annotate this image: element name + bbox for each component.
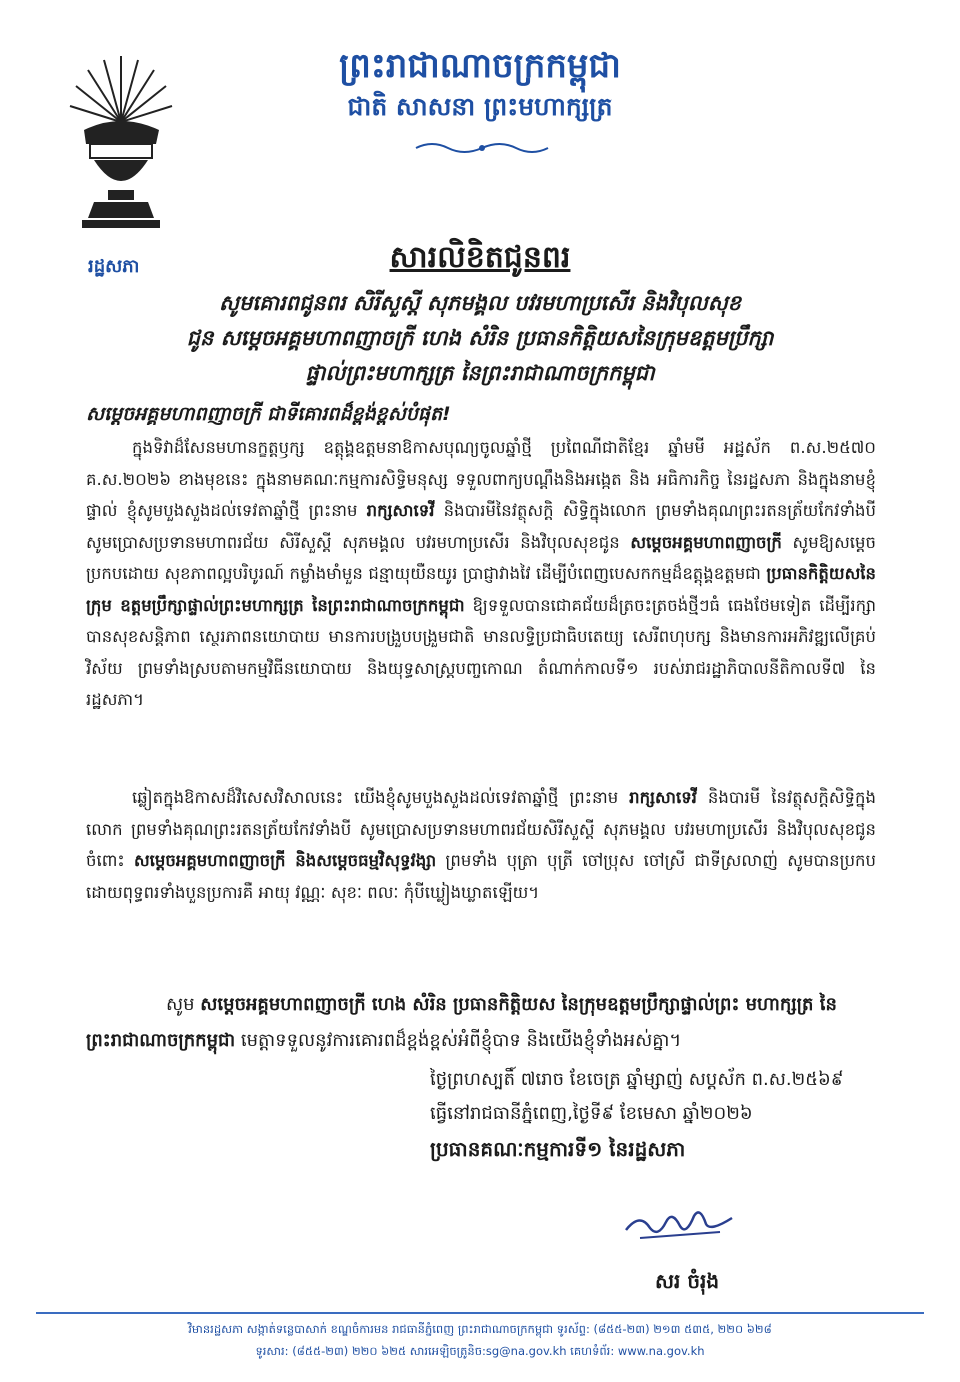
footer-divider [36,1312,924,1314]
lunar-date: ថ្ងៃព្រហស្បតិ៍ ៧រោច ខែចេត្រ ឆ្នាំម្សាញ់ សប្តស័ក ព.ស.២៥៦៩ [430,1069,844,1090]
body-paragraph-1: ក្នុងទិវាដ៏សែនមហានក្ខត្តឫក្ស ឧត្តុង្គឧត្តមនាឱកាសបុណ្យចូលឆ្នាំថ្មី ប្រពៃណីជាតិខ្មែរ ឆ្នាំមមី អដ្ឋស័ក ព.ស.២៥៧០ គ.ស.២០២៦ ខាងមុខនេះ ក្នុងនាមគណៈកម្មការសិទ្ធិមនុស្ស ទទួលពាក្យបណ្តឹងនិងអង្កេត និង អធិការកិច្ច នៃរដ្ឋសភា និងក្នុងនាមខ្ញុំផ្ទាល់ ខ្ញុំសូមបួងសួងដល់ទេវតាឆ្នាំថ្មី ព្រះនាម រាក្សសាទេវី និងបារមីនៃវត្ថុសក្តិ សិទ្ធិក្នុងលោក ព្រមទាំងគុណព្រះរតនត្រ័យកែវទាំងបី សូមប្រោសប្រទានមហាពរជ័យ សិរីសួស្តី សុភមង្គល បវរមហាប្រសើរ និងវិបុលសុខជូន សម្តេចអគ្គមហាពញាចក្រី សូមឱ្យសម្តេចប្រកបដោយ សុខភាពល្អបរិបូរណ៍ កម្លាំងមាំមួន ជន្មាយុយឺនយូរ ប្រាជ្ញាវាងវៃ ដើម្បីបំពេញបេសកកម្មដ៏ឧត្តុង្គឧត្តមជា ប្រធានកិត្តិយសនៃក្រុម ឧត្តមប្រឹក្សាផ្ទាល់ព្រះមហាក្សត្រ នៃព្រះរាជាណាចក្រកម្ពុជា ឱ្យទទួលបានជោគជ័យដ៏ត្រចះត្រចង់ថ្មីៗធំ ធេងថែមទៀត ដើម្បីរក្សាបានសុខសន្តិភាព ស្ថេរភាពនយោបាយ មានការបង្រួបបង្រួមជាតិ មានលទ្ធិប្រជាធិបតេយ្យ សេរីពហុបក្ស និងមានការអភិវឌ្ឍលើគ្រប់វិស័យ ព្រមទាំងស្របតាមកម្មវិធីនយោបាយ និងយុទ្ធសាស្ត្របញ្ចកោណ តំណាក់កាលទី១ របស់រាជរដ្ឋាភិបាលនីតិកាលទី៧ នៃរដ្ឋសភា។ [86,438,876,709]
heading-line-2: ជូន សម្តេចអគ្គមហាពញាចក្រី ហេង សំរិន ប្រធានកិត្តិយសនៃក្រុមឧត្តមប្រឹក្សា [186,326,774,350]
national-motto: ជាតិ សាសនា ព្រះមហាក្សត្រ [347,92,613,121]
heading-line-1: សូមគោរពជូនពរ សិរីសួស្តី សុភមង្គល បវរមហាប្រសើរ និងវិបុលសុខ [218,291,742,315]
heading-line-3: ផ្ទាល់ព្រះមហាក្សត្រ នៃព្រះរាជាណាចក្រកម្ពុជា [305,361,655,385]
organization-label: រដ្ឋសភា [88,256,140,277]
footer-address: វិមានរដ្ឋសភា សង្កាត់ទន្លេបាសាក់ ខណ្ឌចំការមន រាជធានីភ្នំពេញ ព្រះរាជាណាចក្រកម្ពុជា ទូរស័ព្ទ: (៨៥៥-២៣) ២១៣ ៥៣៥, ២២០ ៦២៨ [188,1322,772,1336]
signer-name: សរ ចំរុង [655,1269,720,1293]
signer-title: ប្រធានគណៈកម្មការទី១ នៃរដ្ឋសភា [430,1137,686,1161]
footer-contact: ទូរសារ: (៨៥៥-២៣) ២២០ ៦២៥ សារអេឡិចត្រូនិច:sg@na.gov.kh គេហទំព័រ: www.na.gov.kh [255,1344,705,1358]
closing-paragraph: សូម សម្តេចអគ្គមហាពញាចក្រី ហេង សំរិន ប្រធានកិត្តិយស នៃក្រុមឧត្តមប្រឹក្សាផ្ទាល់ព្រះ មហាក្សត្រ នៃព្រះរាជាណាចក្រកម្ពុជា មេត្តាទទួលនូវការគោរពដ៏ខ្ពង់ខ្ពស់អំពីខ្ញុំបាទ និងយើងខ្ញុំទាំងអស់គ្នា។ [86,994,837,1051]
body-paragraph-2: ឆ្លៀតក្នុងឱកាសដ៏វិសេសវិសាលនេះ យើងខ្ញុំសូមបួងសួងដល់ទេវតាឆ្នាំថ្មី ព្រះនាម រាក្សសាទេវី និងបារមី នៃវត្ថុសក្តិសិទ្ធិក្នុងលោក ព្រមទាំងគុណព្រះរតនត្រ័យកែវទាំងបី សូមប្រោសប្រទានមហាពរជ័យសិរីសួស្តី សុភមង្គល បវរមហាប្រសើរ និងវិបុលសុខជូនចំពោះ សម្តេចអគ្គមហាពញាចក្រី និងសម្តេចធម្មវិសុទ្ធវង្សា ព្រមទាំង បុត្រា បុត្រី ចៅប្រុស ចៅស្រី ជាទីស្រលាញ់ សូមបានប្រកបដោយពុទ្ធពរទាំងបួនប្រការគឺ អាយុ វណ្ណៈ សុខៈ ពលៈ កុំបីឃ្លៀងឃ្លាតឡើយ។ [86,788,876,902]
kingdom-title: ព្រះរាជាណាចក្រកម្ពុជា [339,46,621,86]
signature-icon [620,1198,740,1248]
ornament-divider-icon [412,140,552,156]
place-date: ធ្វើនៅរាជធានីភ្នំពេញ,ថ្ងៃទី៩ ខែមេសា ឆ្នាំ២០២៦ [430,1103,753,1124]
letter-title: សារលិខិតជូនពរ [389,240,571,275]
salutation: សម្តេចអគ្គមហាពញាចក្រី ជាទីគោរពដ៏ខ្ពង់ខ្ពស់បំផុត! [86,403,451,425]
